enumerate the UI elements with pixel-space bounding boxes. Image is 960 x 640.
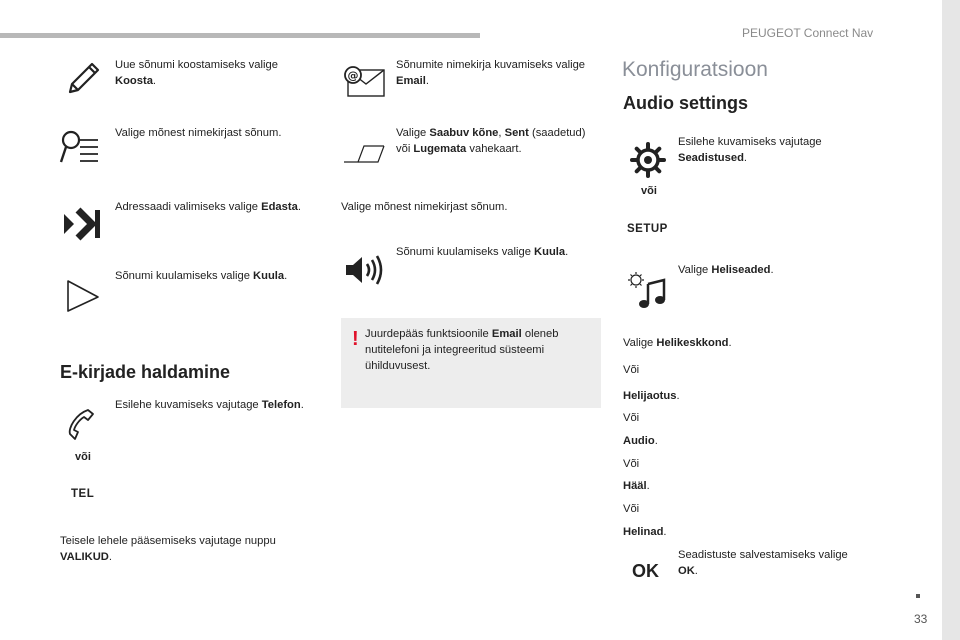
choice-item: Või: [623, 412, 640, 424]
choice-item: Helijaotus.: [623, 390, 680, 402]
choice-item: Hääl.: [623, 480, 650, 492]
pencil-icon: [60, 58, 104, 98]
or-label-settings: või: [641, 185, 657, 197]
col2-item-email: Sõnumite nimekirja kuvamiseks valige Email.: [396, 59, 586, 87]
col3-item-ok: Seadistuste salvestamiseks valige OK.: [678, 549, 848, 577]
tabs-icon: [342, 132, 386, 172]
ok-button-label: OK: [632, 561, 659, 581]
page-title: Konfiguratsioon: [622, 58, 768, 81]
email-icon: [342, 62, 386, 102]
col1-item-compose: Uue sõnumi koostamiseks valige Koosta.: [115, 59, 278, 87]
choice-item: Valige Helikeskkond.: [623, 337, 732, 349]
page-dot: [916, 594, 920, 598]
col1-item-phone: Esilehe kuvamiseks vajutage Telefon.: [115, 399, 304, 411]
setup-button-label: SETUP: [627, 223, 668, 235]
choice-item: Või: [623, 364, 640, 376]
play-icon: [60, 275, 104, 315]
music-settings-icon: [626, 270, 670, 310]
section-title-email: E-kirjade haldamine: [60, 362, 231, 382]
col3-item-settings: Esilehe kuvamiseks vajutage Seadistused.: [678, 136, 822, 164]
col3-item-audio: Valige Heliseaded.: [678, 264, 774, 276]
header-title: PEUGEOT Connect Nav: [742, 26, 874, 40]
col1-item-listen: Sõnumi kuulamiseks valige Kuula.: [115, 270, 288, 282]
col2-item-tabs: Valige Saabuv kõne, Sent (saadetud) või Lugemata vahekaart.: [396, 127, 586, 155]
side-strip: [942, 0, 960, 640]
svg-text:@: @: [347, 69, 359, 82]
choice-item: Või: [623, 503, 640, 515]
col1-item-select: Valige mõnest nimekirjast sõnum.: [115, 127, 282, 139]
page-number: 33: [914, 612, 928, 626]
note-text: Juurdepääs funktsioonile Email oleneb nutitelefoni ja integreeritud süsteemi ühilduvusest.: [365, 328, 559, 372]
or-label: või: [75, 451, 91, 463]
speaker-icon: [342, 250, 386, 290]
options-text: Teisele lehele pääsemiseks vajutage nuppu VALIKUD.: [60, 535, 276, 563]
gear-icon: [626, 140, 670, 180]
col1-item-forward: Adressaadi valimiseks valige Edasta.: [115, 201, 301, 213]
col2-select-text: Valige mõnest nimekirjast sõnum.: [341, 201, 508, 213]
col2-item-listen: Sõnumi kuulamiseks valige Kuula.: [396, 246, 569, 258]
choice-item: Helinad.: [623, 526, 667, 538]
tel-button-label: TEL: [71, 488, 95, 500]
note-box: [341, 318, 601, 408]
phone-icon: [60, 404, 104, 444]
choice-item: Audio.: [623, 435, 658, 447]
forward-icon: [60, 204, 104, 244]
section-title-audio: Audio settings: [623, 93, 748, 113]
choice-item: Või: [623, 458, 640, 470]
warning-icon: !: [352, 328, 359, 350]
search-list-icon: [58, 126, 102, 166]
header-bar: [0, 33, 480, 38]
